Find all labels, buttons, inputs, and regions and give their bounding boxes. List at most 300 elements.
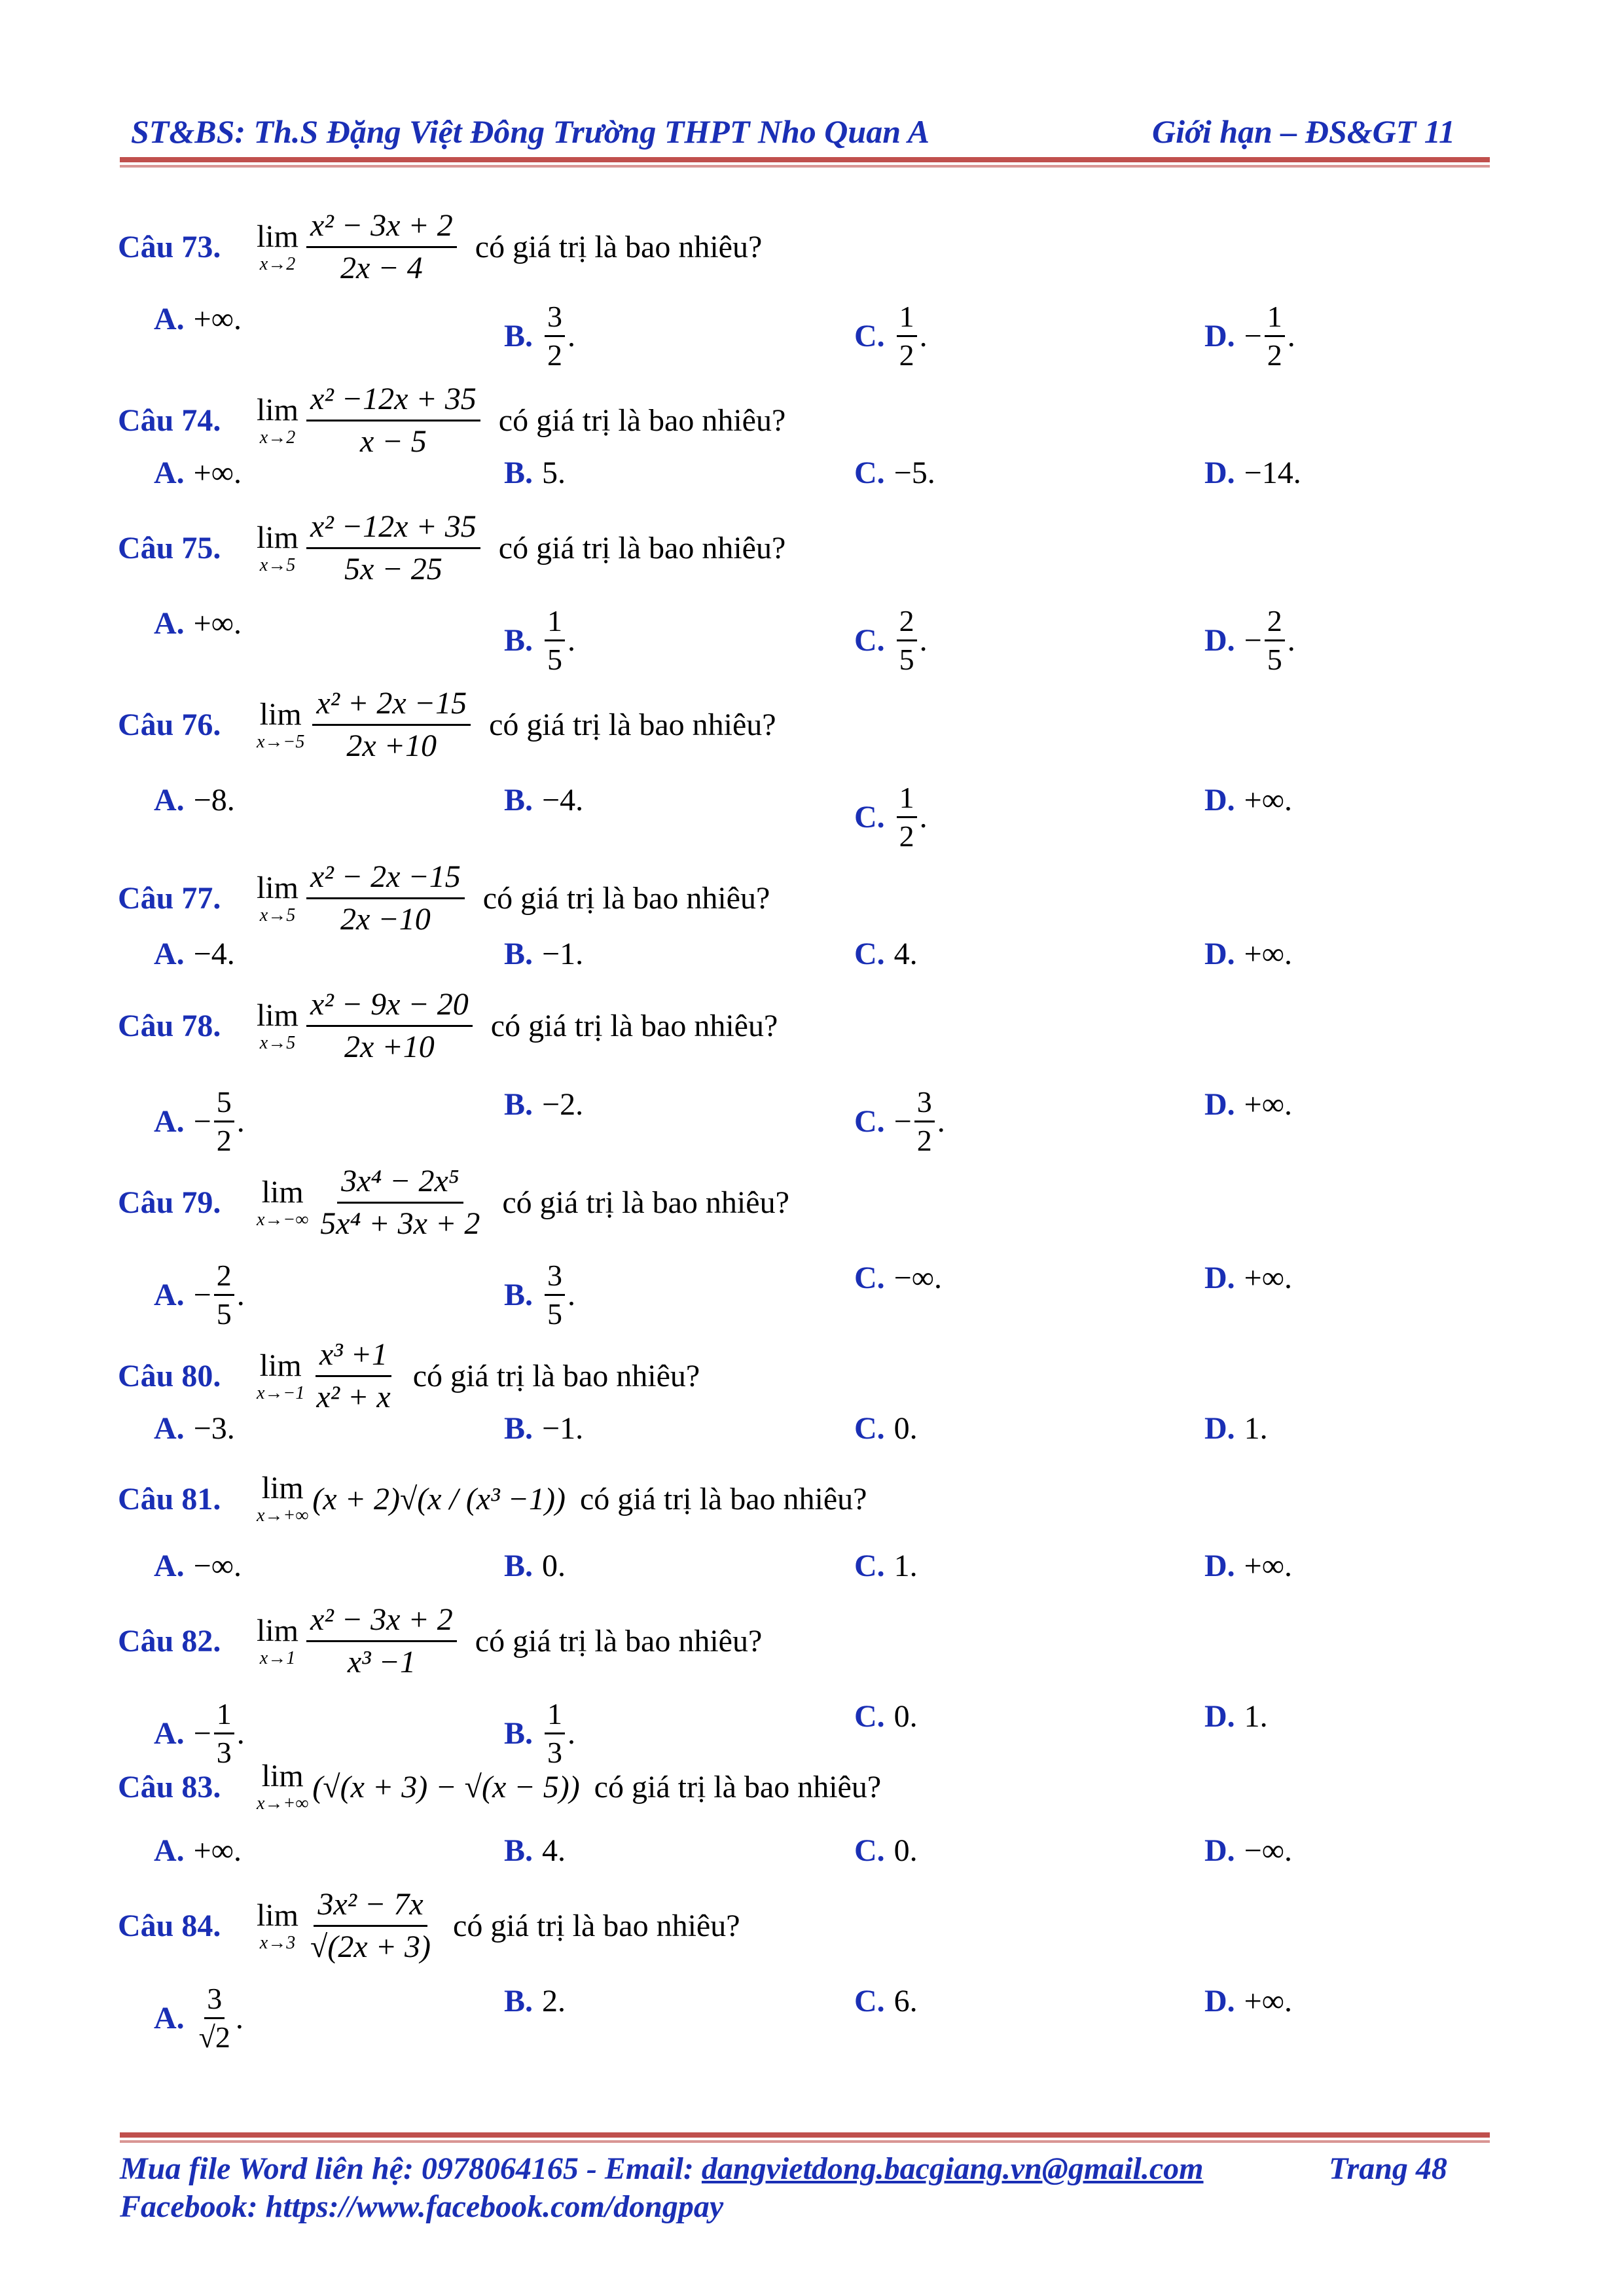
option-label: D.: [1204, 319, 1235, 354]
option-d[interactable]: [1204, 1833, 1292, 1869]
option-fraction-numerator: 1: [1265, 301, 1285, 337]
option-b[interactable]: [504, 936, 583, 972]
option-d[interactable]: [1204, 1698, 1268, 1734]
option-fraction-denominator: 3: [216, 1736, 232, 1770]
option-period: .: [919, 623, 928, 658]
limit-fraction: [306, 209, 457, 285]
option-d[interactable]: [1204, 301, 1295, 372]
option-fraction: [196, 1983, 233, 2054]
option-sign: −: [193, 1278, 211, 1313]
option-label: B.: [504, 319, 533, 354]
lim-operator: [257, 1473, 308, 1525]
limit-fraction-denominator: x² + x: [316, 1380, 391, 1415]
option-fraction-numerator: 2: [1265, 605, 1285, 641]
option-fraction-denominator: 2: [916, 1124, 932, 1158]
option-sign: −: [893, 1104, 912, 1139]
option-label: D.: [1204, 1087, 1235, 1122]
question-prompt: có giá trị là bao nhiêu?: [453, 1909, 740, 1944]
lim-text: lim: [257, 1897, 299, 1933]
option-value: −2.: [542, 1087, 584, 1122]
option-c[interactable]: [854, 1698, 918, 1734]
option-label: A.: [154, 2001, 185, 2036]
question-label: Câu 83.: [118, 1769, 221, 1804]
limit-fraction: [306, 383, 480, 459]
lim-subscript: x→5: [259, 554, 296, 575]
option-value: −14.: [1244, 456, 1301, 490]
question-78: [118, 988, 778, 1064]
limit-fraction-numerator: x² −12x + 35: [306, 383, 480, 422]
option-value: −5.: [893, 456, 935, 490]
lim-subscript: x→5: [259, 905, 296, 925]
option-label: A.: [154, 1549, 185, 1583]
option-d[interactable]: [1204, 1260, 1292, 1296]
option-c[interactable]: [854, 301, 928, 372]
option-c[interactable]: [854, 605, 928, 676]
limit-expression: [257, 1761, 580, 1813]
question-81: [118, 1473, 867, 1525]
option-period: .: [1287, 319, 1295, 354]
option-fraction-numerator: 1: [214, 1698, 234, 1734]
lim-operator: [257, 997, 299, 1053]
option-fraction: [545, 1698, 565, 1769]
option-d[interactable]: [1204, 1548, 1292, 1584]
limit-expression: [257, 1338, 399, 1414]
limit-fraction-numerator: x² − 2x −15: [306, 861, 465, 899]
option-sign: −: [1244, 319, 1262, 354]
option-sign: −: [193, 1716, 211, 1751]
limit-expression: [257, 1165, 488, 1241]
option-fraction-denominator: 5: [547, 1297, 563, 1331]
option-b[interactable]: [504, 1410, 583, 1446]
option-label: B.: [504, 783, 533, 817]
limit-body: (x + 2)√(x / (x³ −1)): [312, 1481, 566, 1516]
limit-expression: [257, 1604, 461, 1679]
option-fraction-denominator: 5: [547, 643, 563, 677]
option-period: .: [236, 1716, 245, 1751]
option-value: −4.: [542, 783, 584, 817]
limit-fraction-denominator: 5x⁴ + 3x + 2: [320, 1206, 480, 1242]
lim-subscript: x→−5: [257, 731, 305, 752]
lim-text: lim: [257, 870, 299, 905]
option-value: 2.: [542, 1984, 566, 2018]
option-c[interactable]: [854, 936, 918, 972]
lim-operator: [257, 696, 305, 752]
option-fraction: [545, 301, 565, 372]
option-value: +∞.: [193, 1833, 242, 1868]
header-right: Giới hạn – ĐS&GT 11: [1152, 113, 1456, 150]
footer-page-number: Trang 48: [1329, 2151, 1447, 2186]
option-period: .: [236, 1278, 245, 1313]
lim-subscript: x→2: [259, 253, 296, 274]
footer-email-link[interactable]: dangvietdong.bacgiang.vn@gmail.com: [701, 2151, 1204, 2186]
question-prompt: có giá trị là bao nhiêu?: [579, 1481, 867, 1516]
option-label: D.: [1204, 623, 1235, 658]
option-d[interactable]: [1204, 936, 1292, 972]
option-b[interactable]: [504, 782, 583, 818]
option-a[interactable]: [154, 1410, 235, 1446]
option-a[interactable]: [154, 1983, 244, 2054]
lim-subscript: x→−1: [257, 1382, 305, 1403]
option-label: B.: [504, 1087, 533, 1122]
option-value: +∞.: [1244, 937, 1292, 971]
limit-fraction-denominator: 5x − 25: [344, 552, 442, 587]
option-fraction: [214, 1086, 234, 1157]
option-b[interactable]: [504, 1548, 566, 1584]
question-79: [118, 1165, 789, 1241]
limit-body: (√(x + 3) − √(x − 5)): [312, 1769, 580, 1804]
option-c[interactable]: [854, 1548, 918, 1584]
option-c[interactable]: [854, 1833, 918, 1869]
option-value: −8.: [193, 783, 235, 817]
option-fraction-denominator: √2: [198, 2020, 230, 2054]
option-fraction: [545, 1260, 565, 1331]
option-value: +∞.: [1244, 1087, 1292, 1122]
option-b[interactable]: [504, 1983, 566, 2019]
option-label: D.: [1204, 1261, 1235, 1295]
option-label: C.: [854, 1833, 885, 1868]
option-value: 0.: [893, 1833, 918, 1868]
footer-line1: [120, 2151, 1204, 2187]
limit-fraction-numerator: 3x⁴ − 2x⁵: [337, 1165, 463, 1204]
option-period: .: [236, 1104, 245, 1139]
option-fraction: [897, 301, 917, 372]
option-label: A.: [154, 783, 185, 817]
lim-text: lim: [257, 1613, 299, 1648]
option-c[interactable]: [854, 1086, 945, 1157]
lim-subscript: x→−∞: [257, 1209, 309, 1230]
option-fraction-numerator: 3: [204, 1983, 225, 2019]
option-fraction-denominator: 2: [1267, 338, 1282, 372]
limit-expression: [257, 1888, 439, 1964]
option-label: A.: [154, 1716, 185, 1751]
question-label: Câu 73.: [118, 230, 221, 265]
lim-text: lim: [261, 1759, 304, 1793]
limit-fraction: [312, 687, 471, 763]
limit-fraction-numerator: x³ +1: [316, 1338, 391, 1377]
question-label: Câu 80.: [118, 1359, 221, 1394]
lim-operator: [257, 1615, 298, 1668]
header-left: ST&BS: Th.S Đặng Việt Đông Trường THPT Nho Quan A: [131, 113, 929, 150]
option-fraction: [545, 605, 565, 676]
option-a[interactable]: [154, 782, 235, 818]
option-b[interactable]: [504, 1833, 566, 1869]
limit-fraction-numerator: x² − 9x − 20: [306, 988, 473, 1027]
limit-expression: [257, 209, 461, 285]
limit-expression: [257, 687, 475, 763]
option-label: D.: [1204, 1549, 1235, 1583]
option-value: 4.: [893, 937, 918, 971]
option-period: .: [568, 1278, 576, 1313]
question-label: Câu 78.: [118, 1009, 221, 1044]
question-label: Câu 84.: [118, 1909, 221, 1944]
option-period: .: [568, 623, 576, 658]
question-prompt: có giá trị là bao nhiêu?: [594, 1769, 882, 1804]
limit-fraction-numerator: x² − 3x + 2: [306, 209, 457, 248]
limit-fraction-numerator: 3x² − 7x: [314, 1888, 427, 1927]
option-sign: −: [1244, 623, 1262, 658]
option-value: −∞.: [193, 1549, 242, 1583]
option-b[interactable]: [504, 1260, 575, 1331]
lim-text: lim: [259, 696, 302, 732]
option-label: C.: [854, 456, 885, 490]
option-label: C.: [854, 623, 885, 658]
lim-operator: [257, 872, 298, 925]
option-fraction-numerator: 2: [214, 1260, 234, 1296]
option-value: 0.: [893, 1411, 918, 1446]
option-fraction-numerator: 3: [545, 301, 565, 337]
question-prompt: có giá trị là bao nhiêu?: [490, 1009, 778, 1044]
option-label: C.: [854, 1411, 885, 1446]
question-75: [118, 511, 785, 586]
lim-operator: [257, 1350, 304, 1403]
option-fraction: [1265, 605, 1285, 676]
lim-subscript: x→5: [259, 1032, 296, 1053]
option-fraction-denominator: 3: [547, 1736, 563, 1770]
option-d[interactable]: [1204, 1086, 1292, 1122]
option-fraction-denominator: 2: [547, 338, 563, 372]
option-fraction-numerator: 5: [214, 1086, 234, 1122]
option-label: D.: [1204, 1411, 1235, 1446]
option-d[interactable]: [1204, 782, 1292, 818]
lim-subscript: x→1: [259, 1647, 296, 1668]
option-b[interactable]: [504, 301, 575, 372]
lim-operator: [257, 522, 298, 575]
option-label: D.: [1204, 1699, 1235, 1734]
option-fraction: [214, 1698, 234, 1769]
option-fraction-numerator: 1: [545, 1698, 565, 1734]
lim-operator: [257, 1897, 299, 1953]
option-a[interactable]: [154, 1548, 242, 1584]
question-prompt: có giá trị là bao nhiêu?: [498, 403, 786, 439]
limit-expression: [257, 988, 477, 1064]
option-label: A.: [154, 606, 185, 641]
footer-rule-thin: [120, 2140, 1490, 2143]
option-sign: −: [193, 1104, 211, 1139]
limit-fraction: [316, 1165, 484, 1241]
option-fraction-denominator: 2: [899, 819, 914, 853]
option-d[interactable]: [1204, 605, 1295, 676]
option-label: C.: [854, 1699, 885, 1734]
header-rule: [120, 157, 1490, 162]
lim-subscript: x→+∞: [257, 1793, 309, 1814]
question-77: [118, 861, 770, 937]
option-value: −3.: [193, 1411, 235, 1446]
option-label: D.: [1204, 937, 1235, 971]
question-80: [118, 1338, 700, 1414]
limit-fraction-denominator: 2x − 4: [340, 251, 423, 286]
option-label: D.: [1204, 1984, 1235, 2018]
question-label: Câu 82.: [118, 1624, 221, 1659]
limit-fraction: [312, 1338, 394, 1414]
question-prompt: có giá trị là bao nhiêu?: [475, 1624, 763, 1659]
lim-subscript: x→3: [259, 1932, 296, 1953]
question-74: [118, 383, 785, 459]
option-a[interactable]: [154, 936, 235, 972]
option-c[interactable]: [854, 1260, 942, 1296]
option-c[interactable]: [854, 782, 928, 853]
option-d[interactable]: [1204, 1983, 1292, 2019]
option-label: B.: [504, 1278, 533, 1313]
option-label: D.: [1204, 1833, 1235, 1868]
option-label: B.: [504, 623, 533, 658]
option-period: .: [235, 2001, 244, 2036]
option-fraction: [214, 1260, 234, 1331]
option-fraction-denominator: 5: [1267, 643, 1282, 677]
option-value: 5.: [542, 456, 566, 490]
option-period: .: [568, 1716, 576, 1751]
option-a[interactable]: [154, 455, 242, 491]
option-d[interactable]: [1204, 1410, 1268, 1446]
option-label: A.: [154, 1411, 185, 1446]
option-value: 0.: [893, 1699, 918, 1734]
option-label: B.: [504, 937, 533, 971]
lim-text: lim: [257, 520, 299, 555]
lim-text: lim: [261, 1174, 304, 1210]
option-d[interactable]: [1204, 455, 1301, 491]
option-label: B.: [504, 456, 533, 490]
limit-fraction-denominator: x − 5: [360, 424, 427, 459]
lim-text: lim: [259, 1348, 302, 1383]
option-value: −∞.: [1244, 1833, 1292, 1868]
option-fraction-numerator: 1: [897, 782, 917, 818]
option-label: A.: [154, 937, 185, 971]
option-c[interactable]: [854, 1410, 918, 1446]
option-value: +∞.: [193, 606, 242, 641]
footer-rule: [120, 2132, 1490, 2138]
limit-fraction-denominator: 2x +10: [346, 728, 437, 764]
option-fraction-denominator: 5: [899, 643, 914, 677]
lim-text: lim: [257, 392, 299, 427]
question-label: Câu 79.: [118, 1185, 221, 1221]
question-label: Câu 75.: [118, 531, 221, 566]
footer-contact: Mua file Word liên hệ: 0978064165 - Email:: [120, 2151, 702, 2186]
option-fraction: [914, 1086, 935, 1157]
question-prompt: có giá trị là bao nhiêu?: [482, 881, 770, 916]
option-fraction: [897, 782, 917, 853]
option-value: +∞.: [1244, 1984, 1292, 2018]
option-c[interactable]: [854, 1983, 918, 2019]
option-value: 1.: [1244, 1699, 1268, 1734]
option-label: C.: [854, 1104, 885, 1139]
option-b[interactable]: [504, 1086, 583, 1122]
option-fraction-numerator: 1: [897, 301, 917, 337]
option-label: C.: [854, 1549, 885, 1583]
lim-operator: [257, 1761, 308, 1813]
option-label: C.: [854, 1984, 885, 2018]
option-value: +∞.: [1244, 783, 1292, 817]
limit-expression: [257, 511, 484, 586]
option-label: C.: [854, 800, 885, 835]
lim-operator: [257, 221, 298, 274]
option-value: +∞.: [193, 302, 242, 336]
limit-fraction: [306, 861, 465, 937]
option-label: B.: [504, 1833, 533, 1868]
lim-text: lim: [257, 997, 299, 1033]
limit-fraction-numerator: x² + 2x −15: [312, 687, 471, 726]
limit-expression: [257, 861, 469, 937]
option-period: .: [919, 800, 928, 835]
limit-fraction: [306, 1888, 435, 1964]
option-fraction-numerator: 3: [914, 1086, 935, 1122]
option-label: A.: [154, 1278, 185, 1313]
option-label: D.: [1204, 456, 1235, 490]
option-fraction-denominator: 2: [899, 338, 914, 372]
question-prompt: có giá trị là bao nhiêu?: [498, 531, 786, 566]
limit-fraction-denominator: 2x +10: [344, 1030, 435, 1065]
lim-subscript: x→2: [259, 427, 296, 448]
option-label: D.: [1204, 783, 1235, 817]
question-prompt: có giá trị là bao nhiêu?: [475, 230, 763, 265]
question-label: Câu 81.: [118, 1481, 221, 1516]
option-value: 4.: [542, 1833, 566, 1868]
question-prompt: có giá trị là bao nhiêu?: [412, 1359, 700, 1394]
option-label: A.: [154, 302, 185, 336]
option-label: C.: [854, 937, 885, 971]
limit-fraction-numerator: x² −12x + 35: [306, 511, 480, 549]
option-label: A.: [154, 456, 185, 490]
question-label: Câu 74.: [118, 403, 221, 439]
option-label: C.: [854, 319, 885, 354]
question-76: [118, 687, 776, 763]
question-82: [118, 1604, 762, 1679]
option-value: +∞.: [193, 456, 242, 490]
lim-text: lim: [261, 1471, 304, 1505]
question-84: [118, 1888, 740, 1964]
limit-fraction-denominator: x³ −1: [347, 1645, 416, 1680]
option-label: C.: [854, 1261, 885, 1295]
limit-fraction-numerator: x² − 3x + 2: [306, 1604, 457, 1642]
footer-facebook: Facebook: https://www.facebook.com/dongpay: [120, 2189, 724, 2224]
lim-text: lim: [257, 219, 299, 254]
option-value: 1.: [1244, 1411, 1268, 1446]
option-fraction-numerator: 2: [897, 605, 917, 641]
option-value: −4.: [193, 937, 235, 971]
limit-fraction: [306, 988, 473, 1064]
option-value: −∞.: [893, 1261, 942, 1295]
option-fraction-numerator: 3: [545, 1260, 565, 1296]
option-period: .: [937, 1104, 945, 1139]
limit-fraction: [306, 511, 480, 586]
option-value: 1.: [893, 1549, 918, 1583]
option-a[interactable]: [154, 1833, 242, 1869]
option-fraction: [1265, 301, 1285, 372]
option-label: B.: [504, 1411, 533, 1446]
option-a[interactable]: [154, 605, 242, 641]
option-a[interactable]: [154, 301, 242, 337]
option-b[interactable]: [504, 605, 575, 676]
limit-fraction: [306, 1604, 457, 1679]
question-prompt: có giá trị là bao nhiêu?: [489, 708, 776, 743]
option-period: .: [919, 319, 928, 354]
option-label: B.: [504, 1984, 533, 2018]
limit-expression: [257, 383, 484, 459]
option-fraction: [897, 605, 917, 676]
option-a[interactable]: [154, 1698, 245, 1769]
option-b[interactable]: [504, 455, 566, 491]
option-fraction-denominator: 5: [216, 1297, 232, 1331]
option-a[interactable]: [154, 1086, 245, 1157]
option-b[interactable]: [504, 1698, 575, 1769]
option-fraction-numerator: 1: [545, 605, 565, 641]
option-period: .: [1287, 623, 1295, 658]
option-c[interactable]: [854, 455, 935, 491]
question-label: Câu 76.: [118, 708, 221, 743]
option-a[interactable]: [154, 1260, 245, 1331]
option-label: A.: [154, 1833, 185, 1868]
lim-subscript: x→+∞: [257, 1505, 309, 1526]
question-73: [118, 209, 762, 285]
question-83: [118, 1761, 881, 1813]
